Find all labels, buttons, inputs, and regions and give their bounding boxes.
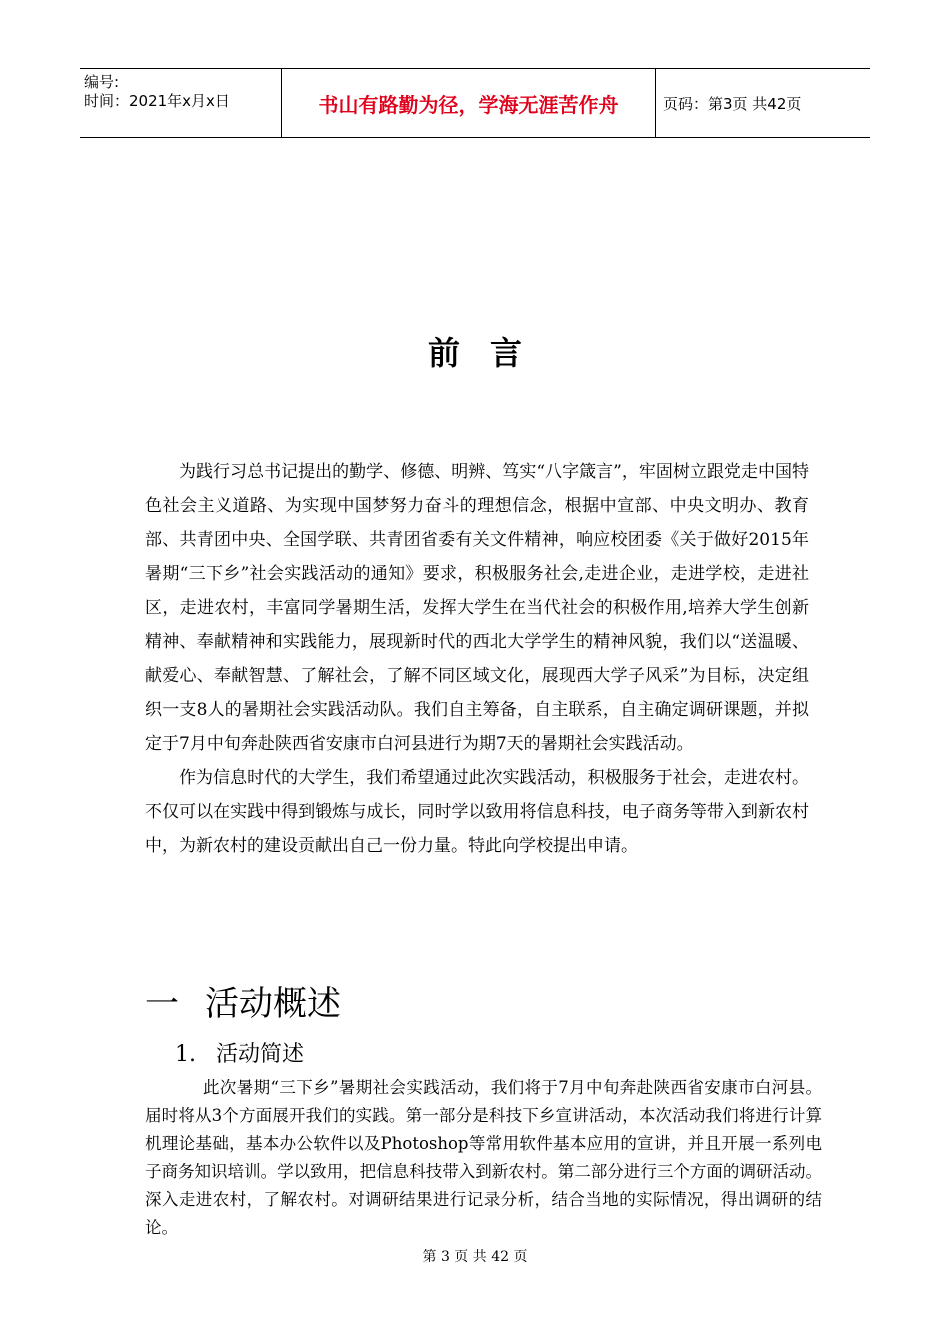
page-footer: 第 3 页 共 42 页 <box>422 1249 528 1265</box>
subsection-number: 1. <box>175 1042 196 1067</box>
page-header <box>80 68 870 138</box>
header-meta <box>84 73 280 111</box>
intro-body <box>145 455 809 863</box>
document-time-label: 时间：2021年x月x日 <box>84 92 230 110</box>
section-number: 一 <box>145 984 179 1024</box>
document-number-label: 编号: <box>84 73 120 91</box>
subsection-paragraph: 此次暑期“三下乡”暑期社会实践活动，我们将于7月中旬奔赴陕西省安康市白河县。届时将从3个方面展开我们的实践。第一部分是科技下乡宣讲活动，本次活动我们将进行计算机理论基础，基本办公软件以及Photoshop等常用软件基本应用的宣讲，并且开展一系列电子商务知识培训。学以致用，把信息科技带入到新农村。第二部分进行三个方面的调研活动。深入走进农村，了解农村。对调研结果进行记录分析，结合当地的实际情况，得出调研的结论。 <box>145 1078 822 1237</box>
subsection-title: 活动简述 <box>216 1042 305 1067</box>
intro-paragraph-1: 为践行习总书记提出的勤学、修德、明辨、笃实“八字箴言”，牢固树立跟党走中国特色社会主义道路、为实现中国梦努力奋斗的理想信念，根据中宣部、中央文明办、教育部、共青团中央、全国学联、共青团省委有关文件精神，响应校团委《关于做好2015年暑期“三下乡”社会实践活动的通知》要求，积极服务社会,走进企业，走进学校，走进社区，走进农村，丰富同学暑期生活，发挥大学生在当代社会的积极作用,培养大学生创新精神、奉献精神和实践能力，展现新时代的西北大学学生的精神风貌，我们以“送温暖、献爱心、奉献智慧、了解社会，了解不同区域文化，展现西大学子风采”为目标，决定组织一支8人的暑期社会实践活动队。我们自主筹备，自主联系，自主确定调研课题，并拟定于7月中旬奔赴陕西省安康市白河县进行为期7天的暑期社会实践活动。 <box>145 462 809 754</box>
subsection-body <box>145 1074 822 1242</box>
section-heading <box>145 984 341 1024</box>
page-title: 前言 <box>427 334 552 372</box>
subsection-heading <box>175 1040 304 1070</box>
intro-paragraph-2: 作为信息时代的大学生，我们希望通过此次实践活动，积极服务于社会，走进农村。不仅可以在实践中得到锻炼与成长，同时学以致用将信息科技，电子商务等带入到新农村中，为新农村的建设贡献出自己一份力量。特此向学校提出申请。 <box>145 768 809 856</box>
section-title: 活动概述 <box>205 984 341 1024</box>
header-divider <box>655 69 656 137</box>
header-motto: 书山有路勤为径，学海无涯苦作舟 <box>318 92 619 117</box>
header-page-info: 页码：第3页 共42页 <box>663 94 802 113</box>
